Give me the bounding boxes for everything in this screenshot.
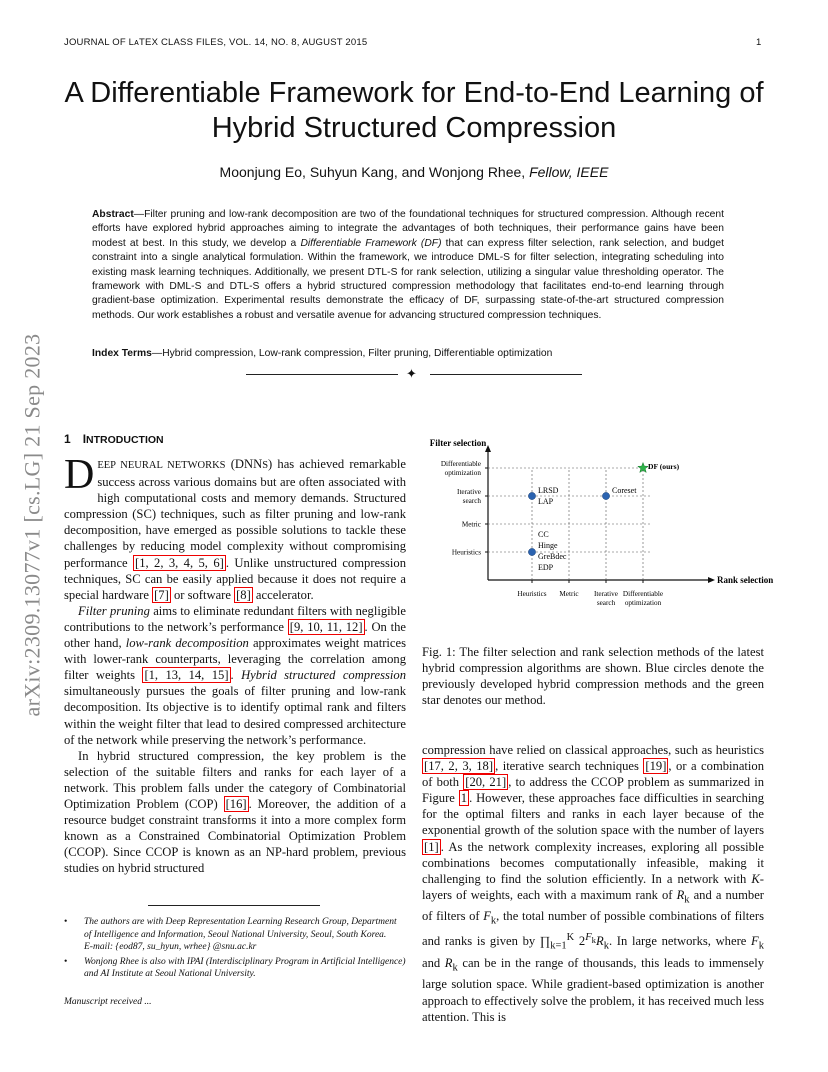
author-fellow: Fellow, IEEE [529,164,609,180]
y-axis-title: Filter selection [429,438,487,448]
text-run: . However, these approaches face difficulties in searching for the optimal filters and ranks in each layer because of the exponential growth of the solution space with the number of layers [422,791,764,838]
x-tick-label: search [596,599,616,607]
point-label: LRSD [538,486,559,495]
citation-link[interactable]: [1] [424,839,439,854]
math-R: R [596,934,604,949]
section-title-rest: NTRODUCTION [86,434,164,446]
separator-line-right [430,374,582,375]
math-sub: k [452,962,458,974]
section-heading-introduction [64,432,406,446]
point-label: DF (ours) [648,462,680,471]
abstract [92,208,724,323]
text-run: ) has achieved remarkable success across various domains but are often associated with high computational costs and memory demands. Structured compression (SC) techniques, such as filter pruning and low-rank decomposition, have emerged as possible solutions to tackle these challenges by reducing model complexity without compromising performance [64,457,406,570]
manuscript-note: Manuscript received ... [64,997,152,1007]
math-sub: k [684,894,690,906]
citation-link[interactable]: [19] [645,759,667,774]
citation-link[interactable]: [16] [225,796,247,811]
circle-point-icon [602,492,609,499]
figure-1 [422,436,774,626]
intro-paragraph-2 [64,603,406,748]
math-sub: k [758,940,764,952]
text-run: . As the network complexity increases, exploring all possible combinations becomes computationally infeasible, making it challenging to find the solution efficiently. In a network with [422,839,764,886]
arxiv-stamp [2,290,62,760]
footnote-email: E-mail: {eod87, su_hyun, wrhee} @snu.ac.kr [84,942,257,953]
left-column [64,432,406,876]
text-run: . In large networks, where [608,934,752,949]
point-label: GreBdec [538,552,567,561]
y-tick-label: Metric [461,520,481,529]
hybrid-compression-chart [422,436,774,626]
separator-line-left [246,374,398,375]
x-tick-label: Metric [559,590,579,598]
math-sub: k [591,935,597,946]
point-label: Coreset [612,486,637,495]
text-run: simultaneously pursues the goals of filter pruning and low-rank decomposition. Its objective is to identify optimal rank and filters within the weight filter that lead to desired compressed architecture of the network while preserving the network’s performance. [64,684,406,747]
figure-caption: Fig. 1: The filter selection and rank selection methods of the latest hybrid compression algorithms are shown. Blue circles denote the previously developed hybrid compression methods and the green star denotes our method. [422,645,764,708]
math-sup-exp [585,932,597,946]
citation-link[interactable]: [1, 2, 3, 4, 5, 6] [135,555,224,570]
math-sub: k [490,915,497,927]
math-prod: ∏ [539,934,551,949]
math-sub: k [603,940,609,952]
footnote-affiliation [64,916,406,954]
point-label: LAP [538,497,554,506]
y-tick-label: Heuristics [451,548,481,557]
footnote-text: Wonjong Rhee is also with IPAI (Interdisciplinary Program in Artificial Intelligence) and AI Institute at Seoul National University. [84,956,406,980]
citation-link[interactable]: [20, 21] [465,775,507,790]
math-R: R [676,887,685,902]
text-run: and a number of filters of [422,887,764,924]
math-sub: k=1 [550,940,567,952]
index-terms-text: —Hybrid compression, Low-rank compression, Filter pruning, Differentiable optimization [151,348,553,359]
text-run: , the total number of possible combinations of filters and ranks is given by [422,909,764,949]
point-label: CC [538,530,549,539]
emph-run: Filter pruning [78,603,150,618]
citation-link[interactable]: [8] [236,587,251,602]
emph-run: Hybrid structured compression [241,668,407,683]
math-F: F [483,909,491,924]
abstract-lead: Abstract [92,209,134,220]
text-run: In hybrid structured compression, the key problem is the selection of the suitable filters and ranks for each layer of a network. This problem falls under the category of Combinatorial Optimization Problem (COP) [64,748,406,811]
abstract-text-2: that can express filter selection, rank selection, and budget constraint into a single analytical formulation. Within the framework, we introduce DML-S for filter selection, integrating scheduling into existing mask learning techniques. Additionally, we present DTL-S for rank selection, utilizing a singular value thresholding operator. The framework with DML-S and DTL-S offers a hybrid structured compression methodology that facilitates end-to-end learning through gradient-base optimization. Experimental results demonstrate the efficacy of DF, surpassing state-of-the-art structured compression methods. Our work establishes a robust and versatile avenue for advancing structured compression techniques. [92,237,724,321]
math-F: F [585,932,592,944]
y-tick-label: Iterative [457,488,481,496]
bullet-icon: • [64,956,68,967]
text-run: approximates weight matrices with lower-rank counterparts, leveraging the correlation among filter weights [64,636,406,683]
text-run: . [230,668,242,683]
footnote-text: The authors are with Deep Representation Learning Research Group, Department of Intelligence and Information, Seoul National University, Seoul, South Korea. [84,917,397,940]
y-tick-label: optimization [444,469,481,477]
abstract-text-1: —Filter pruning and low-rank decomposition are two of the foundational techniques for structured compression. Although recent efforts have explored hybrid approaches aiming to integrate the advantages of both techniques, their performance gains have been modest at best. In this study, we develop a [92,209,724,249]
abstract-emph: Differentiable Framework (DF) [300,237,442,249]
math-R: R [444,955,453,970]
running-header: JOURNAL OF LᴀTEX CLASS FILES, VOL. 14, NO. 8, AUGUST 2015 [64,37,368,48]
footnotes [64,916,406,983]
text-run: (DNN [225,457,263,471]
point-label: Hinge [538,541,558,550]
paper-title: A Differentiable Framework for End-to-End Learning of Hybrid Structured Compression [64,77,764,144]
text-run: or software [170,587,235,602]
citation-link[interactable]: [17, 2, 3, 18] [424,759,494,774]
emph-run: low-rank decomposition [125,636,249,651]
citation-link[interactable]: [9, 10, 11, 12] [289,619,363,634]
x-tick-label: Differentiable [622,590,664,598]
right-column [422,742,764,1025]
right-paragraph [422,742,764,1025]
circle-point-icon [528,548,535,555]
page-number: 1 [756,37,762,48]
drop-cap: D [64,452,95,498]
author-names: Moonjung Eo, Suhyun Kang, and Wonjong Rhee, [219,164,526,180]
text-run: , or a combination of both [422,759,765,790]
math-K: K [751,871,760,886]
text-run: aims to eliminate redundant filters with negligible contributions to the network’s performance [64,603,407,634]
bullet-icon: • [64,917,68,927]
y-tick-label: search [462,497,481,505]
citation-link[interactable]: [7] [154,587,169,602]
text-run: accelerator. [252,587,314,602]
x-axis-title: Rank selection [717,575,774,585]
intro-paragraph-1 [64,452,406,603]
y-tick-label: Differentiable [440,460,481,468]
math-two: 2 [574,934,586,949]
text-run: , to address the CCOP problem as summarized in Figure [422,775,765,806]
text-run: , iterative search techniques [495,759,644,774]
math-sup: K [566,932,575,944]
text-run: . On the other hand, [64,619,406,651]
x-axis-arrow-icon [708,577,715,583]
section-number: 1 [64,432,71,446]
index-terms-lead: Index Terms [92,348,152,359]
intro-paragraph-3 [64,748,406,877]
footnote-rule [148,905,320,906]
author-list [64,164,764,180]
x-tick-label: Heuristics [517,590,547,598]
text-run: . Unlike unstructured compression techniques, SC can be easily applied because it does not require a special hardware [64,555,406,602]
figure-ref-link[interactable]: 1 [460,791,468,806]
citation-link[interactable]: [1, 13, 14, 15] [144,668,229,683]
separator-star-icon: ✦ [406,366,417,381]
x-tick-label: optimization [624,599,662,607]
point-label: EDP [538,563,554,572]
math-F: F [751,934,759,949]
footnote-ipai [64,956,406,981]
text-run: S [262,460,269,471]
arxiv-id: arXiv:2309.13077v1 [cs.LG] 21 Sep 2023 [19,333,45,717]
smallcaps-lead: EEP NEURAL NETWORKS [97,460,226,471]
circle-point-icon [528,492,535,499]
text-run: -layers of weights, each with a maximum rank of [422,871,764,902]
x-tick-label: Iterative [594,590,618,598]
text-run: compression have relied on classical approaches, such as heuristics [422,743,764,757]
text-run: and [422,955,445,970]
index-terms [92,347,724,361]
section-title-first: I [82,432,87,446]
text-run: . Moreover, the addition of a resource budget constraint transforms it into a more complex form known as a Constrained Combinatorial Optimization Problem (CCOP). Since CCOP is known as an NP-hard problem, previous studies on hybrid structured [64,796,406,876]
text-run: can be in the range of thousands, this leads to immensely large solution space. While gradient-based optimization is another approach to effectively solve the problem, it has received much less attention. This is [422,955,764,1024]
